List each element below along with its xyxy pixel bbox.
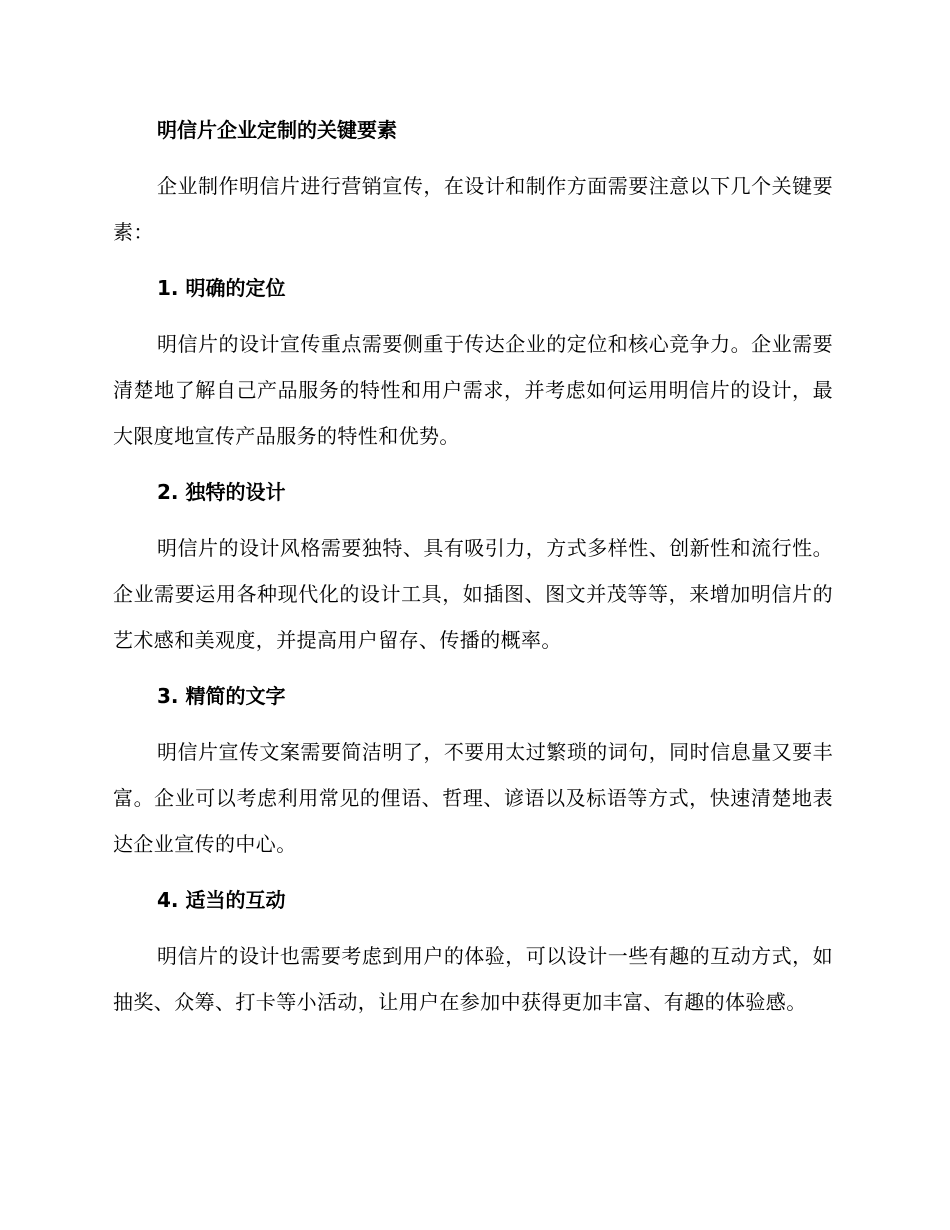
spacer (113, 308, 833, 321)
spacer (113, 255, 833, 268)
spacer (113, 663, 833, 676)
spacer (113, 920, 833, 933)
section-text-interaction: 明信片的设计也需要考虑到用户的体验，可以设计一些有趣的互动方式，如抽奖、众筹、打卡等小活动，让用户在参加中获得更加丰富、有趣的体验感。 (113, 944, 833, 1014)
section-text-copy: 明信片宣传文案需要简洁明了，不要用太过繁琐的词句，同时信息量又要丰富。企业可以考虑利用常见的俚语、哲理、谚语以及标语等方式，快速清楚地表达企业宣传的中心。 (113, 740, 833, 856)
spacer (113, 459, 833, 472)
spacer (113, 867, 833, 880)
section-heading-positioning: 1. 明确的定位 (157, 276, 286, 300)
intro-paragraph: 企业制作明信片进行营销宣传，在设计和制作方面需要注意以下几个关键要素： (113, 174, 833, 244)
section-text-design: 明信片的设计风格需要独特、具有吸引力，方式多样性、创新性和流行性。企业需要运用各种现代化的设计工具，如插图、图文并茂等等，来增加明信片的艺术感和美观度，并提高用户留存、传播的概率。 (113, 536, 833, 652)
section-text-positioning: 明信片的设计宣传重点需要侧重于传达企业的定位和核心竞争力。企业需要清楚地了解自己产品服务的特性和用户需求，并考虑如何运用明信片的设计，最大限度地宣传产品服务的特性和优势。 (113, 332, 833, 448)
spacer (113, 150, 833, 163)
section-heading-copy: 3. 精简的文字 (157, 684, 286, 708)
section-heading-design: 2. 独特的设计 (157, 480, 286, 504)
document-title: 明信片企业定制的关键要素 (157, 118, 397, 142)
section-heading-interaction: 4. 适当的互动 (157, 888, 286, 912)
document-body (113, 110, 833, 1025)
spacer (113, 512, 833, 525)
spacer (113, 716, 833, 729)
